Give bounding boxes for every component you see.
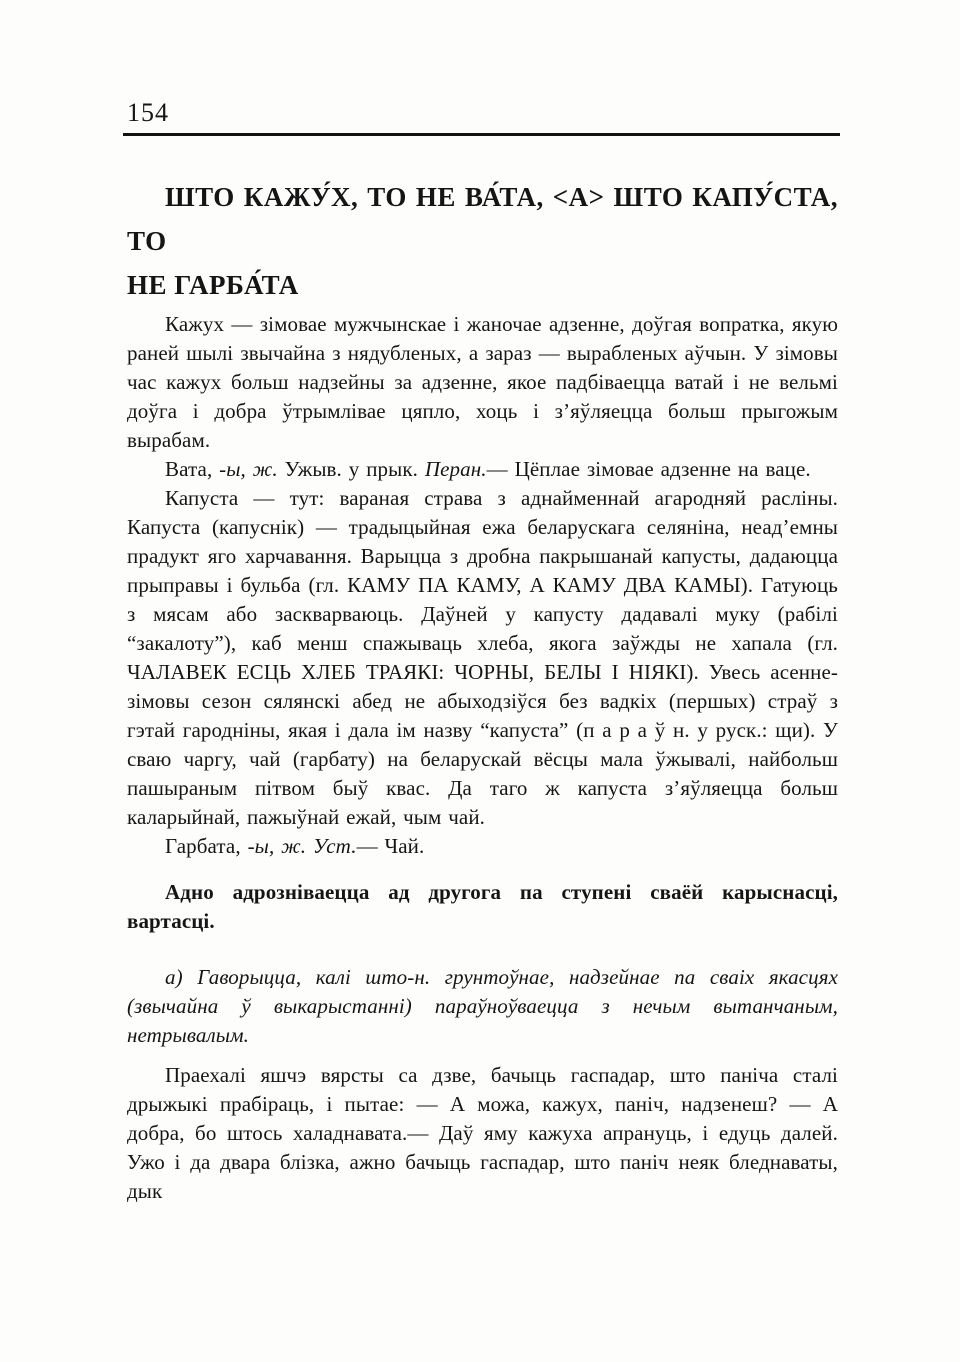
grammar-label: -ы, ж. [219, 457, 278, 481]
text-run: — Чай. [356, 834, 425, 858]
text-run: — Цёплае зімовае адзенне на ваце. [486, 457, 811, 481]
paragraph-example-passage: Праехалі яшчэ вярсты са дзве, бачыць гаспадар, што паніча сталі дрыжыкі прабіраць, і пытае: — А можа, кажух, паніч, надзенеш? — А добра, бо штось халаднавата.— Даў яму кажуха апрануць, і едуць далей. Ужо і да двара блізка, ажно бачыць гаспадар, што паніч неяк бледнаваты, дык [127, 1063, 838, 1203]
paragraph-harbata-definition [127, 832, 838, 861]
paragraph-kazhukh-definition: Кажух — зімовае мужчынскае і жаночае адзенне, доўгая вопратка, якую раней шылі звычайна з нядубленых, а зараз — вырабленых аўчын. У зімовы час кажух больш надзейны за адзенне, якое падбіваецца ватай і не вельмі доўга і добра ўтрымлівае цяпло, хоць і з’яўляецца больш прыгожым вырабам. [127, 312, 838, 452]
entry-body [127, 310, 838, 1206]
paragraph-usage-note: а) Гаворыцца, калі што-н. грунтоўнае, надзейнае па сваіх якасцях (звычайна ў выкарыстанні) параўноўваецца з нечым вытанчаным, нетрывалым. [127, 965, 838, 1047]
proverb-title [127, 175, 838, 307]
usage-label: Уст. [313, 834, 357, 858]
paragraph-kapusta-definition: Капуста — тут: вараная страва з аднайменнай агародняй расліны. Капуста (капуснік) — традыцыйная ежа беларускага селяніна, неад’емны прадукт яго харчавання. Варыцца з дробна пакрышанай капусты, дадаюцца прыправы і бульба (гл. КАМУ ПА КАМУ, А КАМУ ДВА КАМЫ). Гатуюць з мясам або заскварваюць. Даўней у капусту дадавалі муку (рабілі “закалоту”), каб менш спажываць хлеба, якога заўжды не хапала (гл. ЧАЛАВЕК ЕСЦЬ ХЛЕБ ТРАЯКІ: ЧОРНЫ, БЕЛЫ І НІЯКІ). Увесь асенне-зімовы сезон сялянскі абед не абыходзіўся без вадкіх (першых) страў з гэтай гародніны, якая і дала ім назву “капуста” (п а р а ў н. у руск.: щи). У сваю чаргу, чай (гарбату) на беларускай вёсцы мала ўжывалі, найбольш пашыраным пітвом быў квас. Да таго ж капуста з’яўляецца больш каларыйнай, пажыўнай ежай, чым чай. [127, 486, 838, 829]
page-number: 154 [127, 98, 169, 127]
usage-label: Перан. [424, 457, 487, 481]
text-run: Гарбата, [165, 834, 248, 858]
text-run: Вата, [165, 457, 220, 481]
text-run: Ужыв. у прык. [277, 457, 425, 481]
header-rule [123, 133, 840, 136]
proverb-title-line-2: НЕ ГАРБА́ТА [127, 270, 299, 300]
paragraph-vata-definition [127, 455, 838, 484]
proverb-title-line-1: ШТО КАЖУ́Х, ТО НЕ ВА́ТА, <А> ШТО КАПУ́СТА, ТО [127, 182, 838, 256]
paragraph-meaning-summary: Адно адрозніваецца ад другога па ступені сваёй карыснасці, вартасці. [127, 880, 838, 933]
grammar-label: -ы, ж. [247, 834, 314, 858]
